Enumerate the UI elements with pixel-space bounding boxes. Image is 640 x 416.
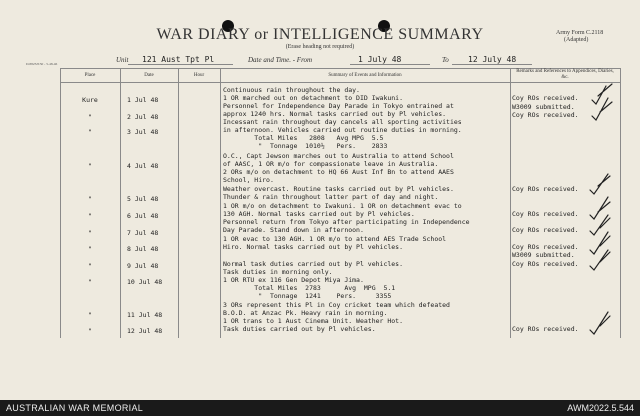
entry-date: 4 Jul 48	[127, 162, 159, 170]
entry-date: 3 Jul 48	[127, 128, 159, 136]
entry-place: "	[88, 245, 92, 253]
entry-date: 12 Jul 48	[127, 327, 163, 335]
entry-date: 10 Jul 48	[127, 278, 163, 286]
entry-date: 9 Jul 48	[127, 262, 159, 270]
from-value: 1 July 48	[358, 55, 402, 64]
entry-summary-line: Incessant rain throughout day cancels all sporting activities	[223, 118, 462, 126]
entry-summary-line: 1 OR evac to 130 AGH. 1 OR m/o to attend AES Trade School	[223, 235, 447, 243]
entry-place: Kure	[82, 96, 98, 104]
entry-summary-line: Hiro. Normal tasks carried out by Pl vehicles.	[223, 243, 404, 251]
unit-label: Unit	[116, 56, 129, 64]
entry-summary-line: Total Miles 2783 Avg MPG 5.1	[223, 284, 396, 292]
entry-remark: Coy ROs received.	[512, 325, 579, 333]
entry-summary-line: O.C., Capt Jewson marches out to Australia to attend School	[223, 152, 454, 160]
entry-remark: Coy ROs received.	[512, 111, 579, 119]
col-header-summary: Summary of Events and Information	[328, 73, 402, 78]
entry-remark: Coy ROs received.	[512, 94, 579, 102]
page-title: WAR DIARY or INTELLIGENCE SUMMARY	[156, 26, 484, 43]
entry-place: "	[88, 278, 92, 286]
col-header-place: Place	[84, 73, 96, 78]
entry-place: "	[88, 113, 92, 121]
entry-summary-line: Day Parade. Stand down in afternoon.	[223, 226, 364, 234]
entry-summary-line: 1 OR m/o on detachment to Iwakuni. 1 OR on detachment evac to	[223, 202, 462, 210]
entry-summary-line: 1 OR trans to 1 Aust Cinema Unit. Weather Hot.	[223, 317, 404, 325]
entry-place: "	[88, 212, 92, 220]
entry-remark: W3009 submitted.	[512, 103, 575, 111]
entry-date: 8 Jul 48	[127, 245, 159, 253]
entry-date: 5 Jul 48	[127, 195, 159, 203]
entry-place: "	[88, 195, 92, 203]
entry-place: "	[88, 229, 92, 237]
tick-mark	[592, 84, 612, 104]
entry-summary-line: Task duties carried out by Pl vehicles.	[223, 325, 376, 333]
tick-mark	[590, 312, 610, 334]
entry-summary-line: of AASC, 1 OR m/o for compassionate leave in Australia.	[223, 160, 439, 168]
form-reference-line-2: (Adapted)	[564, 37, 589, 43]
entry-remark: Coy ROs received.	[512, 260, 579, 268]
entry-summary-line: Total Miles 2808 Avg MPG 5.5	[223, 134, 384, 142]
entry-summary-line: Continuous rain throughout the day.	[223, 86, 360, 94]
col-header-hour: Hour	[193, 73, 205, 78]
entry-date: 2 Jul 48	[127, 113, 159, 121]
entry-remark: Coy ROs received.	[512, 243, 579, 251]
to-value: 12 July 48	[468, 55, 517, 64]
col-header-remarks: Remarks and References to Appendices, Diaries, &c.	[516, 69, 614, 80]
entry-summary-line: " Tonnage 1241 Pers. 3355	[223, 292, 392, 300]
page-subtitle: (Erase heading not required)	[285, 44, 355, 50]
entry-summary-line: in afternoon. Vehicles carried out routine duties in morning.	[223, 126, 462, 134]
entry-summary-line: Weather overcast. Routine tasks carried out by Pl vehicles.	[223, 185, 454, 193]
entry-summary-line: School, Hiro.	[223, 176, 274, 184]
entry-remark: W3009 submitted.	[512, 251, 575, 259]
col-header-date: Date	[144, 73, 154, 78]
entry-summary-line: Personnel return from Tokyo after participating in Independence	[223, 218, 470, 226]
tick-mark	[590, 174, 610, 194]
entry-summary-line: Task duties in morning only.	[223, 268, 333, 276]
entry-summary-line: 1 OR RTU ex 116 Gen Depot Miya Jima.	[223, 276, 364, 284]
corner-reference: D.8823/P.50 - 5-48-46	[26, 62, 58, 66]
entry-place: "	[88, 262, 92, 270]
form-reference-line-1: Army Form C.2118	[556, 30, 604, 36]
entry-summary-line: " Tonnage 1010½ Pers. 2833	[223, 142, 388, 150]
entry-place: "	[88, 162, 92, 170]
unit-value: 121 Aust Tpt Pl	[142, 55, 215, 64]
entry-summary-line: B.O.D. at Anzac Pk. Heavy rain in morning.	[223, 309, 388, 317]
date-time-label: Date and Time. - From	[248, 56, 313, 64]
entry-date: 6 Jul 48	[127, 212, 159, 220]
entry-summary-line: Normal task duties carried out by Pl vehicles.	[223, 260, 404, 268]
footer-accession-number: AWM2022.5.544	[567, 403, 634, 413]
entry-place: "	[88, 327, 92, 335]
to-label: To	[442, 56, 449, 64]
entry-remark: Coy ROs received.	[512, 210, 579, 218]
entry-date: 7 Jul 48	[127, 229, 159, 237]
entry-summary-line: Thunder & rain throughout latter part of day and night.	[223, 193, 439, 201]
entry-summary-line: 3 ORs represent this Pl in Coy cricket team which defeated	[223, 301, 450, 309]
entry-summary-line: 2 ORs m/o on detachment to HQ 66 Aust Inf Bn to attend AAES	[223, 168, 454, 176]
entry-place: "	[88, 128, 92, 136]
tick-mark	[592, 98, 612, 120]
entry-remark: Coy ROs received.	[512, 185, 579, 193]
footer-credit: AUSTRALIAN WAR MEMORIAL	[6, 403, 144, 413]
entry-date: 1 Jul 48	[127, 96, 159, 104]
entry-date: 11 Jul 48	[127, 311, 163, 319]
entry-summary-line: 130 AGH. Normal tasks carried out by Pl vehicles.	[223, 210, 415, 218]
entry-summary-line: approx 1240 hrs. Normal tasks carried out by Pl vehicles.	[223, 110, 447, 118]
entry-place: "	[88, 311, 92, 319]
entry-summary-line: 1 OR marched out on detachment to DID Iwakuni.	[223, 94, 404, 102]
entry-remark: Coy ROs received.	[512, 226, 579, 234]
entry-summary-line: Personnel for Independence Day Parade in Tokyo entrained at	[223, 102, 454, 110]
